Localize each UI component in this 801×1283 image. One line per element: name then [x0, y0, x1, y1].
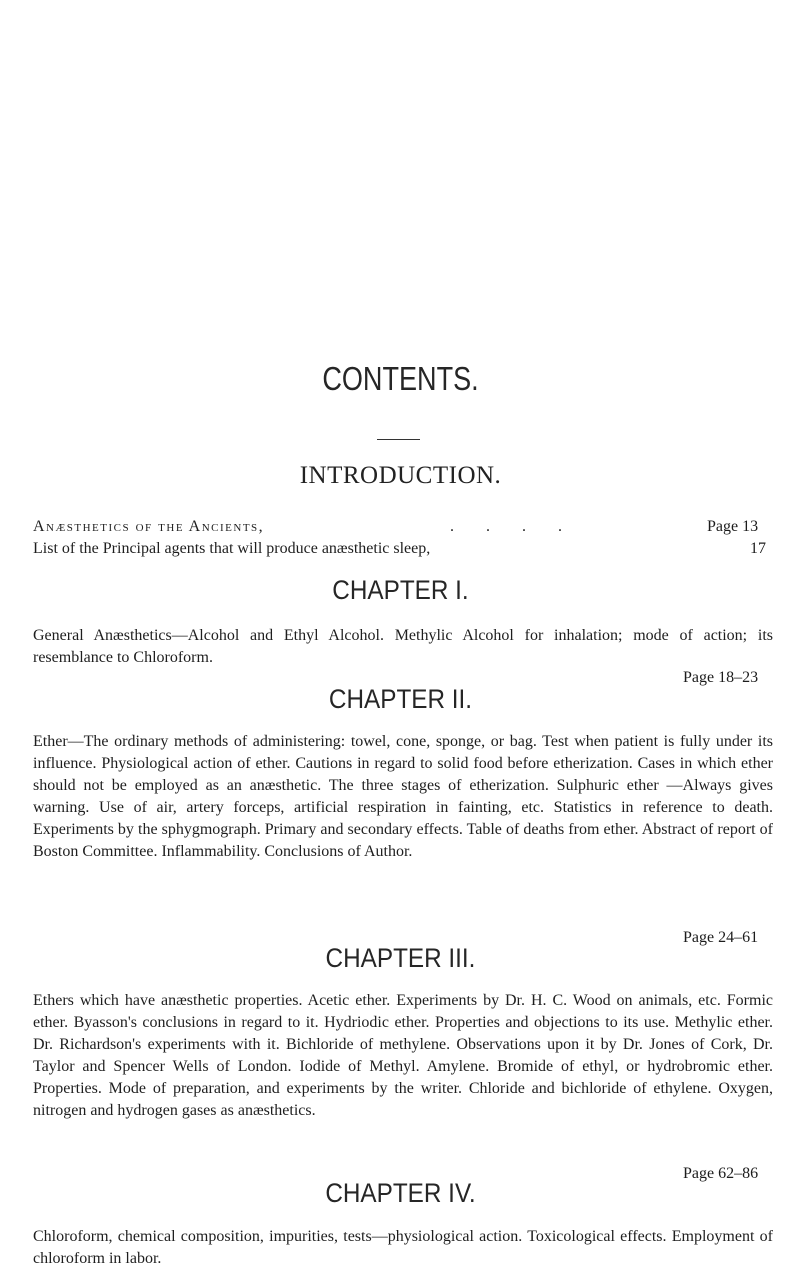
chapter-3-heading: CHAPTER III.	[325, 943, 476, 973]
chapter-4-summary: Chloroform, chemical composition, impurities, tests—physiological action. Toxicological effects. Employment of chloroform in labor.	[33, 1228, 773, 1268]
chapter-2-page: Page 24–61	[683, 929, 759, 946]
chapter-1-summary: General Anæsthetics—Alcohol and Ethyl Alcohol. Methylic Alcohol for inhalation; mode of action; its resemblance to Chloroform.	[33, 627, 773, 667]
intro-entry-leader: . . . .	[450, 518, 576, 535]
chapter-3-summary: Ethers which have anæsthetic properties. Acetic ether. Experiments by Dr. H. C. Wood on animals, etc. Formic ether. Byasson's conclusions in regard to it. Hydriodic ether. Properties and objections to its use. Methylic ether. Dr. Richardson's experiments with it. Bichloride of methylene. Observations upon it by Dr. Jones of Cork, Dr. Taylor and Spencer Wells of London. Iodide of Methyl. Amylene. Bromide of ethyl, or hydrobromic ether. Properties. Mode of preparation, and experiments by the writer. Chloride and bichloride of ethylene. Oxygen, nitrogen and hydrogen gases as anæsthetics.	[33, 992, 773, 1120]
intro-entry-ancients-page: Page 13	[707, 518, 759, 535]
contents-title: CONTENTS.	[322, 360, 479, 397]
intro-entry-principal-agents-page: 17	[750, 540, 766, 557]
chapter-2-summary: Ether—The ordinary methods of administering: towel, cone, sponge, or bag. Test when patient is fully under its influence. Physiological action of ether. Cautions in regard to solid food before etherization. Cases in which ether should not be employed as an anæsthetic. The three stages of etherization. Sulphuric ether —Always gives warning. Use of air, artery forceps, artificial respiration in fainting, etc. Statistics in reference to death. Experiments by the sphygmograph. Primary and secondary effects. Table of deaths from ether. Abstract of report of Boston Committee. Inflammability. Conclusions of Author.	[33, 733, 773, 861]
chapter-1-heading: CHAPTER I.	[332, 575, 469, 605]
intro-entry-principal-agents: List of the Principal agents that will produce anæsthetic sleep,	[33, 540, 431, 557]
intro-entry-ancients: Anæsthetics of the Ancients,	[33, 518, 265, 535]
chapter-2-heading: CHAPTER II.	[328, 684, 473, 714]
chapter-3-page: Page 62–86	[683, 1165, 759, 1182]
chapter-4-heading: CHAPTER IV.	[325, 1178, 476, 1208]
chapter-1-page: Page 18–23	[683, 669, 759, 686]
title-rule	[377, 439, 420, 440]
introduction-heading: INTRODUCTION.	[299, 462, 502, 489]
